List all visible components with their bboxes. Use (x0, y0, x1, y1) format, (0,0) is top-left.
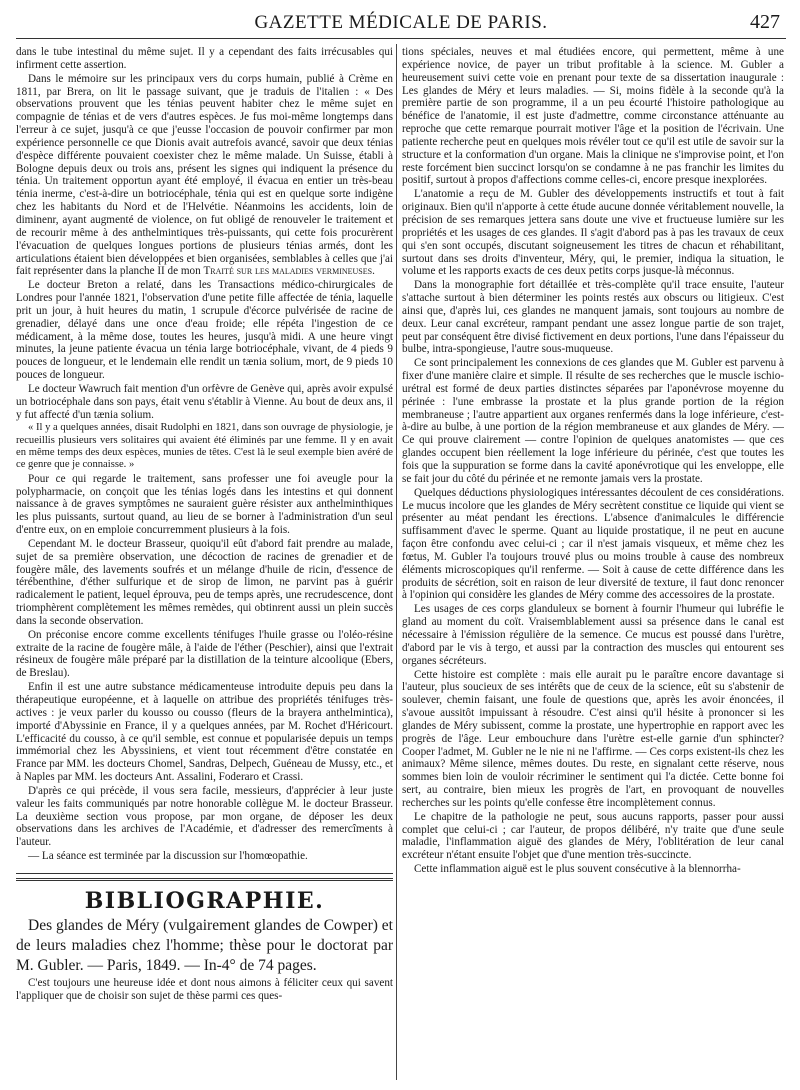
paragraph-text: Dans le mémoire sur les principaux vers du corps humain, publié à Crème en 1811, par Brera, on lit le passage suivant, que je traduis de l'italien : « Des observations prouvent que les ténias peuvent habiter chez le même sujet en compagnie de ténias et de vers d'autres espèces. Je fus moi-même longtemps dans l'erreur à ce sujet, jusqu'à ce que j'eusse l'occasion de pouvoir confirmer par mon expérience personnelle ce que Dionis avait autrefois avancé, savoir que deux ténias d'espèce différente pouvaient coexister chez le même malade. Un Suisse, établi à Bologne depuis deux ou trois ans, présent les signes qui indiquent la présence du ténia. Un traitement opportun ayant été employé, il évacua en entier un très-beau ténia inerme, c'est-à-dire un botriocéphale, ténia qui est en quelque sorte indigène chez les habitants du Nord et de l'Helvétie. Néanmoins les accidents, loin de diminenr, ayant augmenté de violence, on fut obligé de renouveler le traitement et de recourir même à des anthelmintiques très-puissants, qui cette fois procurèrent l'évacuation de quelques longues portions de plusieurs ténias armés, dont les articulations étaient bien développées et bien organisées, semblables à celles que j'ai fait représenter dans la planche II de mon (16, 72, 393, 278)
paragraph: Quelques déductions physiologiques intéressantes découlent de ces considérations. Le mucus incolore que les glandes de Méry secrètent constitue ce liquide qui vient se présenter au méat pendant les érections. L'absence d'animalcules le différencie suffisamment d'avec le sperme. Quant au liquide prostatique, il ne peut en aucune façon être confondu avec celui-ci ; car il n'est jamais visqueux, et même chez les fœtus, M. Gubler l'a toujours trouvé plus ou moins trouble à cause des nombreux éléments microscopiques qu'il renferme. — Soit à cause de cette différence dans les produits de sécrétion, soit en raison de leur diversité de texture, il faut donc renoncer à l'opinion qui considère les glandes de Méry comme des accessoires de la prostate. (402, 486, 784, 602)
paragraph: Le docteur Wawruch fait mention d'un orfèvre de Genève qui, après avoir expulsé un botriocéphale dans son pays, était venu s'établir à Vienne. Au bout de deux ans, il y fut affecté d'un tænia solium. (16, 382, 393, 421)
book-reference: Traité sur les maladies vermineuses. (203, 265, 375, 278)
paragraph: D'après ce qui précède, il vous sera facile, messieurs, d'apprécier à leur juste valeur les faits communiqués par notre honorable collègue M. le docteur Brasseur. La deuxième section vous propose, par mon organe, de déposer les deux observations dans les archives de l'Académie, et d'adresser des remercîments à l'auteur. (16, 784, 393, 849)
section-rule-double (16, 878, 393, 881)
paragraph: — La séance est terminée par la discussion sur l'homœopathie. (28, 850, 308, 863)
paragraph: Cette histoire est complète : mais elle aurait pu le paraître encore davantage si l'auteur, plus soucieux de ses intérêts que de ceux de la science, eût su s'abstenir de soulever, chemin faisant, une foule de questions que, après les avoir énoncées, il s'avoue aussitôt impuissant à résoudre. C'est ainsi qu'il hésite à prononcer si les glandes de Méry subissent, comme la prostate, une hypertrophie en rapport avec les progrès de l'âge. Leur embouchure dans l'urètre est-elle garnie d'un sphincter? Cooper l'admet, M. Gubler ne le nie ni ne l'affirme. — Ces corps existent-ils chez les animaux? Même silence, mêmes doutes. Du reste, en signalant cette réserve, nous sommes bien loin de vouloir récriminer le sentiment qui l'a dictée. Cette bonne foi sert, au contraire, bien mieux les progrès de l'art, en provoquant de nouvelles recherches sur les points qu'elle confesse être incomplètement connus. (402, 668, 784, 809)
paragraph: Dans la monographie fort détaillée et très-complète qu'il trace ensuite, l'auteur s'attache surtout à bien déterminer les points restés aux obscurs ou litigieux. C'est ainsi que, d'après lui, ces glandes ne manquent jamais, sont toujours au nombre de deux. Leur canal excréteur, rampant pendant une assez longue partie de son trajet, peut par conséquent être divisé fictivement en deux portions, l'une dans l'épaisseur du bulbe, intra-spongieuse, l'autre sous-muqueuse. (402, 279, 784, 356)
paragraph (16, 73, 393, 279)
paragraph: Le docteur Breton a relaté, dans les Transactions médico-chirurgicales de Londres pour l'année 1821, l'observation d'une petite fille affectée de ténia, laquelle prit un jour, à huit heures du matin, 1 scrupule d'écorce pulvérisée de racine de grenadier, délayé dans une once d'eau froide; elle répéta l'ingestion de ce médicament, à la même dose, toutes les heures, jusqu'à midi. A une heure vingt minutes, la jeune patiente évacua un ténia large botriocéphale, vivant, de 4 pieds 9 pouces de longueur, et le lendemain elle rendit un tænia solium, mort, de 9 pieds 10 pouces de longueur. (16, 279, 393, 382)
paragraph: Ce sont principalement les connexions de ces glandes que M. Gubler est parvenu à fixer d'une manière claire et simple. Il résulte de ses recherches que le muscle ischio-urétral est formé de deux parties distinctes séparées par l'aponévrose moyenne du périnée : l'une embrasse la prostate et la plus grande portion de la région membraneuse ; l'autre appartient aux organes renfermés dans la loge inférieure, c'est-à-dire au bulbe, à une portion de la région membraneuse et aux glandes de Méry. — Ce qui prouve clairement — contre l'opinion de quelques anatomistes — que ces glandes occupent bien réellement la loge inférieure du périnée, c'est que toutes les fois que la suppuration se forme dans la cavité aponévrotique qui les enveloppe, elle se fait jour du côté du périnée et ne remonte jamais vers la prostate. (402, 357, 784, 485)
section-title: BIBLIOGRAPHIE. (84, 887, 325, 914)
paragraph: Pour ce qui regarde le traitement, sans professer une foi aveugle pour la polypharmacie, on conçoit que les ténias logés dans les intestins et qui donnent naissance à de graves symptômes ne sauraient guère résister aux anthelminthiques les plus puissants, surtout quand, au lieu de se borner à l'administration d'un seul d'entre eux, on en emploie concurremment plusieurs à la fois. (16, 472, 393, 537)
paragraph: Cependant M. le docteur Brasseur, quoiqu'il eût d'abord fait prendre au malade, sujet de sa première observation, une décoction de racines de grenadier et de fougère mâle, des lavements soufrés et un mélange d'huile de ricin, d'essence de térébenthine, d'éther sulfurique et de sirop de limon, ne parvint pas à guérir radicalement le patient, lequel éprouva, peu de temps après, une recrudescence, dont triomphèrent complètement les mêmes remèdes, qui obtinrent aussi un plein succès dans la seconde observation. (16, 537, 393, 627)
left-column (16, 46, 393, 1084)
column-divider (396, 44, 397, 1080)
paragraph: tions spéciales, neuves et mal étudiées encore, qui permettent, même à une expérience novice, de payer un tribut profitable à la science. M. Gubler a heureusement suivi cette voie en prenant pour texte de sa dissertation inaugurale : Les glandes de Méry et leurs maladies. — Si, moins fidèle à la seconde qu'à la première partie de son programme, il a un peu écourté l'histoire pathologique au bénéfice de l'anatomie, il est juste d'admettre, comme circonstance atténuante au reproche que cette remarque pourrait motiver l'âge et la position de l'écrivain. Une patiente recherche peut en quelques mois révéler tout ce qu'il est utile de savoir sur la structure et la conformation d'un organe. Mais la clinique ne s'improvise point, et l'on reste forcément bien succinct lorsqu'on se condamne à ne pas franchir les limites du positif, surtout à propos d'affections comme celles-ci, encore presque inexplorées. (402, 46, 784, 187)
book-title: Des glandes de Méry (vulgairement glandes de Cowper) et de leurs maladies chez l'homme; thèse pour le doctorat par M. Gubler. — Paris, 1849. — In-4° de 74 pages. (16, 916, 393, 974)
paragraph: Le chapitre de la pathologie ne peut, sous aucuns rapports, passer pour aussi complet que celui-ci ; car l'auteur, de propos délibéré, n'y traite que d'une seule maladie, l'inflammation aiguë des glandes de Méry, l'oblitération de leur canal excréteur n'étant ensuite l'objet que d'une mention très-succincte. (402, 810, 784, 862)
quote-paragraph: « Il y a quelques années, disait Rudolphi en 1821, dans son ouvrage de physiologie, je recueillis plusieurs vers solitaires qui avaient été éliminés par une femme. Il y en avait en même temps des deux espèces, munies de têtes. C'est là le seul exemple bien avéré de ce genre que je connaisse. » (16, 422, 393, 471)
paragraph: L'anatomie a reçu de M. Gubler des développements instructifs et tout à fait originaux. Bien qu'il n'apporte à cette étude aucune donnée véritablement nouvelle, la précision de ses remarques jettera sans doute une vive et fructueuse lumière sur les propriétés et les usages de ces glandes. Il s'agit d'abord pas à pas les travaux de ceux qui s'en sont occupés, discutant soigneusement les titres de chacun et réhabilitant, surtout dans ses droits d'inventeur, Méry, qui, le premier, indiqua la situation, le volume et les rapports exacts de ces deux petits corps jusque-là méconnus. (402, 188, 784, 278)
paragraph: On préconise encore comme excellents ténifuges l'huile grasse ou l'oléo-résine extraite de la racine de fougère mâle, à l'aide de l'éther (Peschier), ainsi que l'extrait résineux de fougère mâle préparé par la distillation de la teinture alcoolique (Ebers, de Breslau). (16, 628, 393, 680)
right-column (402, 46, 784, 1084)
page-header (16, 8, 786, 39)
paragraph: Enfin il est une autre substance médicamenteuse introduite depuis peu dans la thérapeutique européenne, et à laquelle on attribue des propriétés ténifuges très-actives : je veux parler du kousso ou cousso (fleurs de la brayera anthelmintica), importé d'Abyssinie en France, il y a quelques années, par M. Rochet d'Héricourt. L'efficacité du cousso, à ce qu'il semble, est connue et popularisée depuis un temps immémorial chez les Abyssiniens, et vient tout récemment d'être constatée en France par MM. les docteurs Chomel, Sandras, Delpech, Guéneau de Mussy, etc., et à Naples par MM. les docteurs Ant. Assalini, Foderaro et Crassi. (16, 681, 393, 784)
paragraph: C'est toujours une heureuse idée et dont nous aimons à féliciter ceux qui savent l'appliquer que de choisir son sujet de thèse parmi ces ques- (16, 976, 393, 1002)
section-rule (16, 873, 393, 874)
journal-title: GAZETTE MÉDICALE DE PARIS. (254, 12, 548, 33)
paragraph: Les usages de ces corps glanduleux se bornent à fournir l'humeur qui lubréfie le gland au moment du coït. Vraisemblablement aussi sa présence dans le canal est nécessaire à l'émission régulière de la semence. Ce mucus est poussé dans l'urètre, d'abord par le vis à tergo, et aussi par la contraction des muscles qui entourent ses organes sécréteurs. (402, 603, 784, 667)
paragraph: Cette inflammation aiguë est le plus souvent consécutive à la blennorrha- (414, 863, 741, 876)
page-number: 427 (750, 11, 780, 33)
paragraph: dans le tube intestinal du même sujet. Il y a cependant des faits irrécusables qui infirment cette assertion. (16, 46, 393, 71)
